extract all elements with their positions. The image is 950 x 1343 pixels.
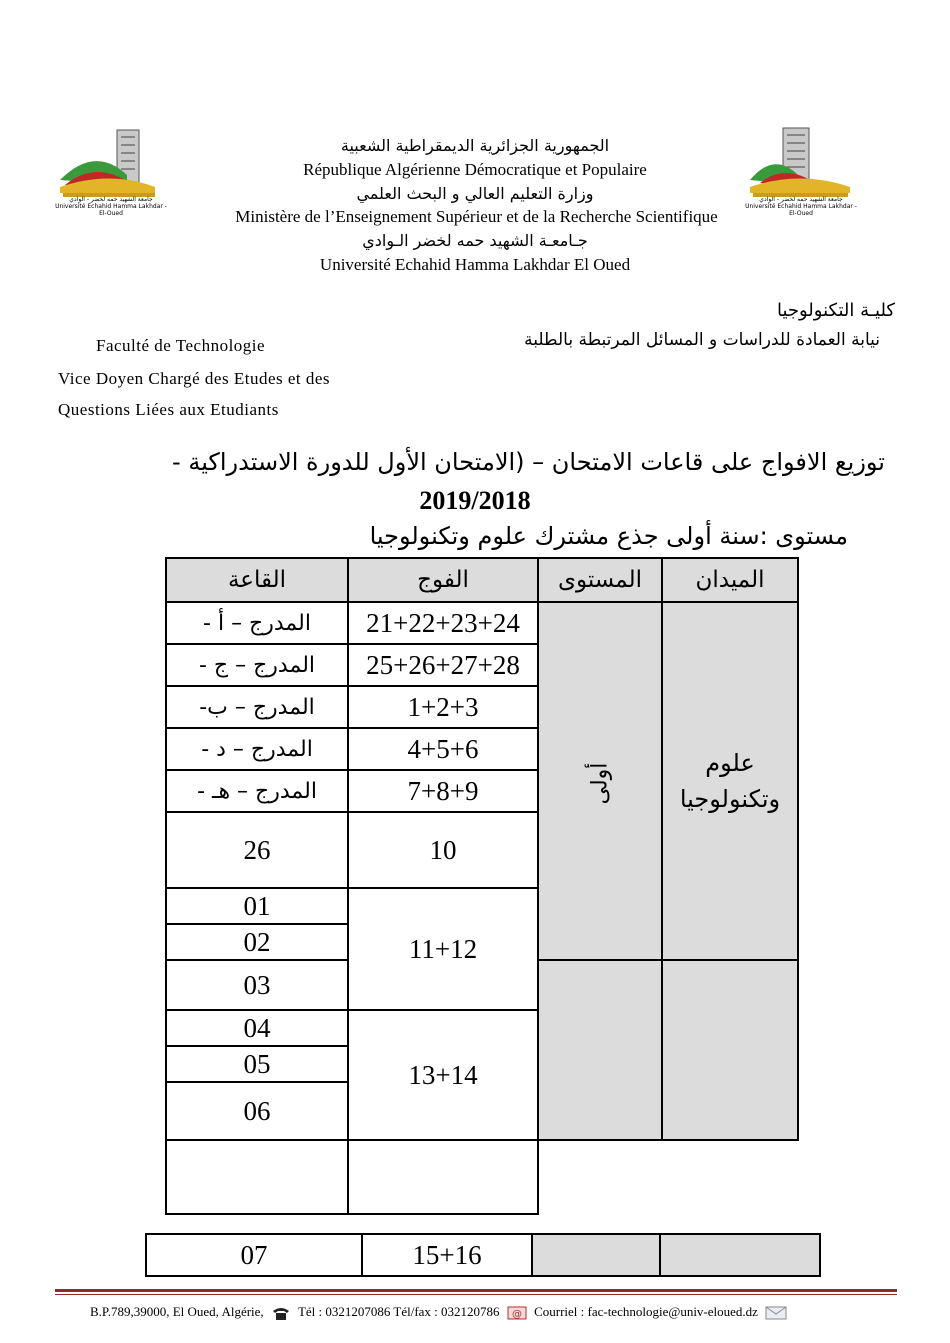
room-cell: المدرج – هـ - <box>166 770 348 812</box>
footer <box>90 1304 791 1321</box>
room-cell: المدرج – د - <box>166 728 348 770</box>
room-cell: 26 <box>166 812 348 888</box>
room-cell: 03 <box>166 960 348 1010</box>
level-cell <box>538 602 662 960</box>
field-cell-empty <box>662 960 798 1140</box>
logo-caption-ar: جامعة الشهيد حمه لخضر - الوادي <box>69 196 153 203</box>
logo-caption-right <box>745 196 857 217</box>
header-level: المستوى <box>538 558 662 602</box>
group-cell: 10 <box>348 812 538 888</box>
room-cell-empty <box>166 1140 348 1214</box>
vice-dean-ar: نيابة العمادة للدراسات و المسائل المرتبطة بالطلبة <box>524 330 880 350</box>
logo-caption-left <box>55 196 167 217</box>
email-at-icon <box>507 1305 527 1321</box>
room-cell: 02 <box>166 924 348 960</box>
faculty-fr: Faculté de Technologie <box>96 336 266 355</box>
table-header-row <box>166 558 798 602</box>
field-cell-partial <box>660 1234 820 1276</box>
document-title: توزيع الافواج على قاعات الامتحان – (الامتحان الأول للدورة الاستدراكية - <box>172 448 885 476</box>
footer-divider <box>55 1289 897 1292</box>
vice-dean-fr-2: Questions Liées aux Etudiants <box>58 400 279 419</box>
room-cell: المدرج – أ - <box>166 602 348 644</box>
footer-divider-thin <box>55 1294 897 1295</box>
table-row <box>166 602 798 644</box>
group-cell: 21+22+23+24 <box>348 602 538 644</box>
room-cell: 04 <box>166 1010 348 1046</box>
header-room: القاعة <box>166 558 348 602</box>
header-ministry-ar: وزارة التعليم العالي و البحث العلمي <box>356 184 594 203</box>
last-row-table <box>145 1233 821 1277</box>
group-cell: 13+14 <box>348 1010 538 1140</box>
header-ministry-fr: Ministère de l’Enseignement Supérieur et de la Recherche Scientifique <box>235 207 718 226</box>
phone-icon <box>271 1305 291 1321</box>
table-row <box>146 1234 820 1276</box>
header-group: الفوج <box>348 558 538 602</box>
document-year: 2019/2018 <box>419 486 531 515</box>
group-cell: 15+16 <box>362 1234 532 1276</box>
vice-dean-fr-1: Vice Doyen Chargé des Etudes et des <box>58 369 331 388</box>
svg-text:@: @ <box>511 1309 522 1321</box>
header-university-fr: Université Echahid Hamma Lakhdar El Oued <box>319 255 631 274</box>
header-republic-fr: République Algérienne Démocratique et Populaire <box>303 160 647 179</box>
group-cell: 1+2+3 <box>348 686 538 728</box>
footer-mail: Courriel : fac-technologie@univ-eloued.dz <box>534 1304 758 1319</box>
header-republic-ar: الجمهورية الجزائرية الديمقراطية الشعبية <box>340 136 610 155</box>
group-cell: 7+8+9 <box>348 770 538 812</box>
level-cell-empty <box>538 960 662 1140</box>
room-cell: المدرج – ب- <box>166 686 348 728</box>
room-cell: 06 <box>166 1082 348 1140</box>
field-value-2: وتكنولوجيا <box>679 785 781 813</box>
field-cell <box>662 602 798 960</box>
group-cell: 4+5+6 <box>348 728 538 770</box>
envelope-icon <box>765 1305 787 1321</box>
group-cell-empty <box>348 1140 538 1214</box>
document-level: مستوى :سنة أولى جذع مشترك علوم وتكنولوجيا <box>369 522 848 550</box>
header-field: الميدان <box>662 558 798 602</box>
faculty-ar: كليـة التكنولوجيا <box>776 300 895 321</box>
room-cell: 07 <box>146 1234 362 1276</box>
logo-caption-ar: جامعة الشهيد حمه لخضر - الوادي <box>759 196 843 203</box>
field-value-1: علوم <box>705 749 755 777</box>
logo-caption-fr: Université Echahid Hamma Lakhdar - El-Oued <box>745 203 857 217</box>
header-university-ar: جـامعـة الشهيد حمه لخضر الـوادي <box>362 231 588 250</box>
level-value: أولى <box>587 762 613 804</box>
group-cell: 25+26+27+28 <box>348 644 538 686</box>
room-cell: 01 <box>166 888 348 924</box>
footer-tel: Tél : 0321207086 Tél/fax : 032120786 <box>297 1304 500 1319</box>
room-cell: 05 <box>166 1046 348 1082</box>
level-cell-partial <box>532 1234 660 1276</box>
group-cell: 11+12 <box>348 888 538 1010</box>
footer-address: B.P.789,39000, El Oued, Algérie, <box>90 1304 264 1319</box>
room-cell: المدرج – ج - <box>166 644 348 686</box>
logo-caption-fr: Université Echahid Hamma Lakhdar - El-Oued <box>55 203 167 217</box>
table-row-empty <box>166 1140 798 1214</box>
room-distribution-table <box>165 557 799 1215</box>
